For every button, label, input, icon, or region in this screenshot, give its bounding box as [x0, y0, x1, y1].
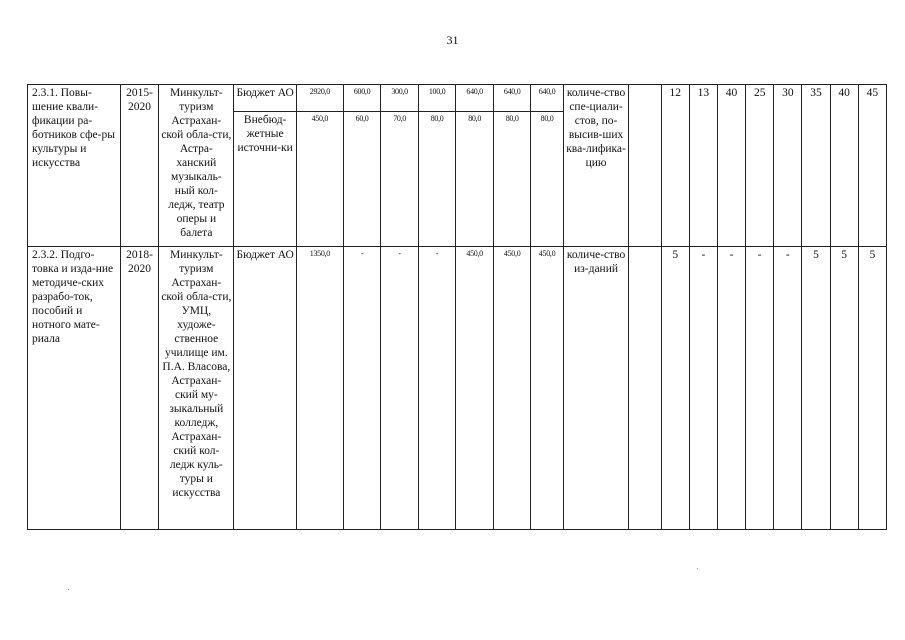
- indicator-value: 5: [858, 247, 886, 530]
- indicator-value: 5: [802, 247, 830, 530]
- value-year: 640,0: [531, 85, 563, 112]
- scan-speck: [697, 568, 698, 569]
- value-year: -: [381, 247, 419, 530]
- value-year: 450,0: [493, 247, 531, 530]
- value-year: 640,0: [456, 85, 494, 112]
- indicator-value: 12: [661, 85, 689, 247]
- value-year: 60,0: [343, 112, 381, 247]
- executor-cell: Минкульт-туризм Астрахан-ской обла-сти, УМЦ, художе-ственное училище им. П.А. Власова, Астрахан-ский му-зыкальный колледж, Астрахан-ский кол-ледж куль-туры и искусства: [159, 247, 234, 530]
- indicator-value: [629, 85, 661, 247]
- value-year: 640,0: [493, 85, 531, 112]
- table-row: [28, 85, 887, 112]
- value-year: 80,0: [456, 112, 494, 247]
- value-year: 100,0: [418, 85, 456, 112]
- indicator-name: количе-ство из-даний: [563, 247, 629, 530]
- indicator-value: -: [746, 247, 774, 530]
- value-year: 450,0: [531, 247, 563, 530]
- indicator-value: 35: [802, 85, 830, 247]
- value-year: -: [418, 247, 456, 530]
- value-year: 450,0: [456, 247, 494, 530]
- indicator-value: -: [774, 247, 802, 530]
- value-year: 300,0: [381, 85, 419, 112]
- funding-source: Бюджет АО: [234, 247, 297, 530]
- page-number: 31: [446, 33, 459, 47]
- value-year: 70,0: [381, 112, 419, 247]
- funding-source: Внебюд-жетные источни-ки: [234, 112, 297, 247]
- indicator-value: 40: [830, 85, 858, 247]
- indicator-value: -: [717, 247, 745, 530]
- value-total: 450,0: [296, 112, 343, 247]
- indicator-value: [629, 247, 661, 530]
- indicator-value: -: [689, 247, 717, 530]
- indicator-name: количе-ство спе-циали-стов, по-высив-ших ква-лифика-цию: [563, 85, 629, 247]
- indicator-value: 40: [717, 85, 745, 247]
- value-total: 2920,0: [296, 85, 343, 112]
- funding-source: Бюджет АО: [234, 85, 297, 112]
- indicator-value: 5: [661, 247, 689, 530]
- indicator-value: 45: [858, 85, 886, 247]
- indicator-value: 30: [774, 85, 802, 247]
- indicator-value: 13: [689, 85, 717, 247]
- value-year: -: [343, 247, 381, 530]
- value-year: 600,0: [343, 85, 381, 112]
- value-year: 80,0: [418, 112, 456, 247]
- value-year: 80,0: [493, 112, 531, 247]
- executor-cell: Минкульт-туризм Астрахан-ской обла-сти, Астра-ханский музыкаль-ный кол-ледж, театр оперы и балета: [159, 85, 234, 247]
- program-table: [27, 84, 887, 530]
- scan-speck: [68, 589, 69, 590]
- indicator-value: 5: [830, 247, 858, 530]
- value-total: 1350,0: [296, 247, 343, 530]
- years-cell: 2018-2020: [120, 247, 159, 530]
- indicator-value: 25: [746, 85, 774, 247]
- value-year: 80,0: [531, 112, 563, 247]
- table-row: [28, 247, 887, 530]
- measure-name: 2.3.2. Подго-товка и изда-ние методиче-ских разрабо-ток, пособий и нотного мате-риала: [28, 247, 121, 530]
- measure-name: 2.3.1. Повы-шение квали-фикации ра-ботников сфе-ры культуры и искусства: [28, 85, 121, 247]
- years-cell: 2015-2020: [120, 85, 159, 247]
